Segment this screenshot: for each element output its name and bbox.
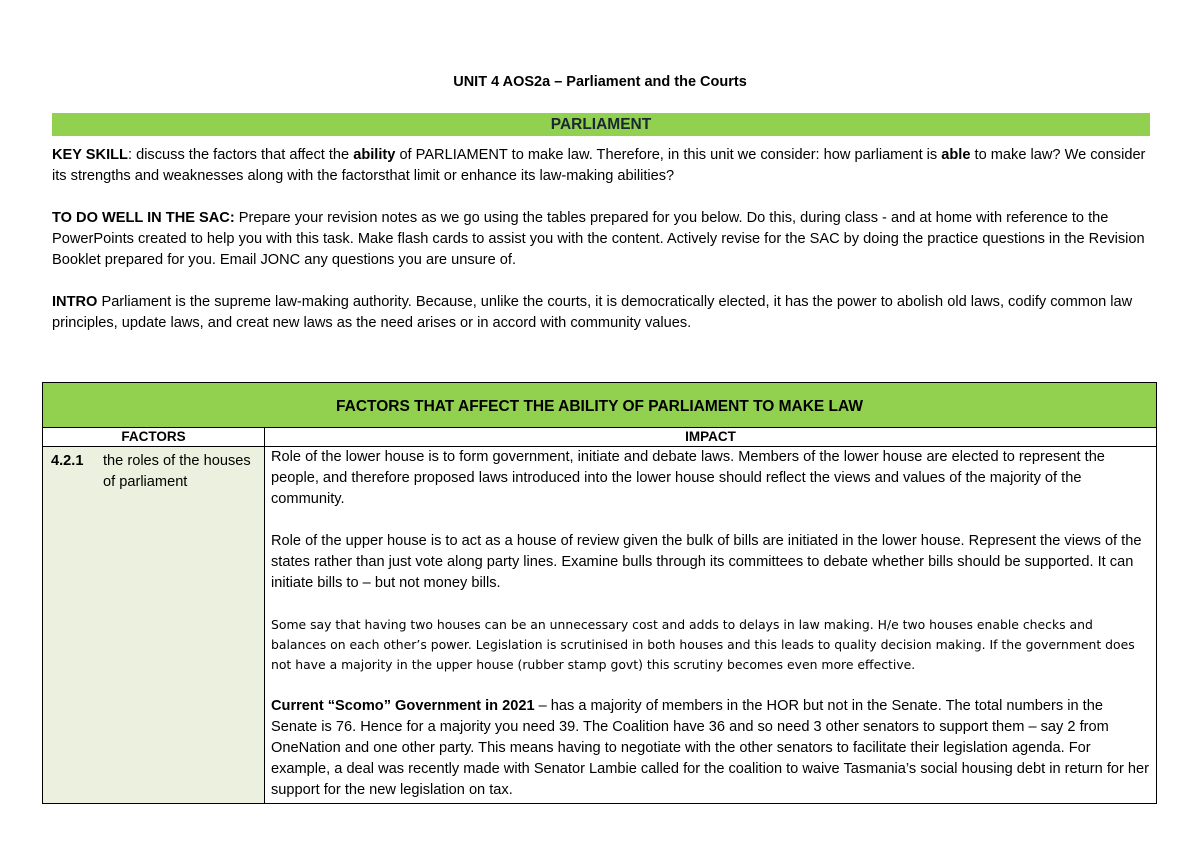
column-header-impact: IMPACT [265, 428, 1157, 447]
impact-cell [265, 447, 1157, 804]
impact-two-houses: Some say that having two houses can be an unnecessary cost and adds to delays in law making. H/e two houses enable checks and balances on each other’s power. Legislation is scrutinised in both houses and this leads to quality decision making. If the government does not have a majority in the upper house (rubber stamp govt) this scrutiny becomes even more effective. [271, 617, 1135, 672]
factor-cell [43, 447, 265, 804]
factor-number: 4.2.1 [51, 453, 84, 469]
factor-label: the roles of the houses of parliament [103, 453, 251, 490]
factors-table [42, 382, 1157, 804]
table-row [43, 447, 1157, 804]
to-do-well-paragraph [52, 208, 1152, 271]
key-skill-bold-ability: ability [353, 147, 396, 163]
intro-label: INTRO [52, 294, 98, 310]
to-do-well-label: TO DO WELL IN THE SAC: [52, 210, 235, 226]
document-title: UNIT 4 AOS2a – Parliament and the Courts [453, 74, 747, 90]
impact-current-government [271, 696, 1150, 801]
key-skill-paragraph [52, 145, 1152, 187]
current-government-label: Current “Scomo” Government in 2021 [271, 698, 535, 714]
intro-block [52, 145, 1152, 334]
column-header-factors: FACTORS [43, 428, 265, 447]
key-skill-text-2: of PARLIAMENT to make law. Therefore, in this unit we consider: how parliament is [395, 147, 942, 163]
key-skill-bold-able: able [941, 147, 971, 163]
intro-text: Parliament is the supreme law-making authority. Because, unlike the courts, it is democratically elected, it has the power to abolish old laws, codify common law principles, update laws, and creat new laws as the need arises or in accord with community values. [52, 294, 1133, 331]
current-government-text: – has a majority of members in the HOR but not in the Senate. The total numbers in the Senate is 76. Hence for a majority you need 39. The Coalition have 36 and so need 3 other senators to support them – say 2 from OneNation and one other party. This means having to negotiate with the other senators to facilitate their legislation agenda. For example, a deal was recently made with Senator Lambie called for the coalition to waive Tasmania’s social housing debt in return for her support for the new legislation on tax. [271, 698, 1149, 798]
intro-paragraph [52, 292, 1152, 334]
key-skill-text-1: : discuss the factors that affect the [127, 147, 354, 163]
key-skill-label: KEY SKILL [52, 147, 128, 163]
key-skill-text-3: to make law? We consider its strengths and weaknesses along with the factorsthat limit or enhance its law-making abilities? [52, 147, 1146, 184]
table-banner: FACTORS THAT AFFECT THE ABILITY OF PARLIAMENT TO MAKE LAW [43, 383, 1157, 428]
impact-upper-house: Role of the upper house is to act as a house of review given the bulk of bills are initiated in the lower house. Represent the views of the states rather than just vote along party lines. Examine bulls through its committees to debate whether bills should be supported. It can initiate bills to – but not money bills. [271, 533, 1142, 591]
section-heading-parliament: PARLIAMENT [52, 113, 1150, 136]
to-do-well-text: Prepare your revision notes as we go using the tables prepared for you below. Do this, during class - and at home with reference to the PowerPoints created to help you with this task. Make flash cards to assist you with the content. Actively revise for the SAC by doing the practice questions in the Revision Booklet prepared for you. Email JONC any questions you are unsure of. [52, 210, 1145, 268]
impact-lower-house: Role of the lower house is to form government, initiate and debate laws. Members of the lower house are elected to represent the people, and therefore proposed laws introduced into the lower house should reflect the views and values of the majority of the community. [271, 449, 1105, 507]
